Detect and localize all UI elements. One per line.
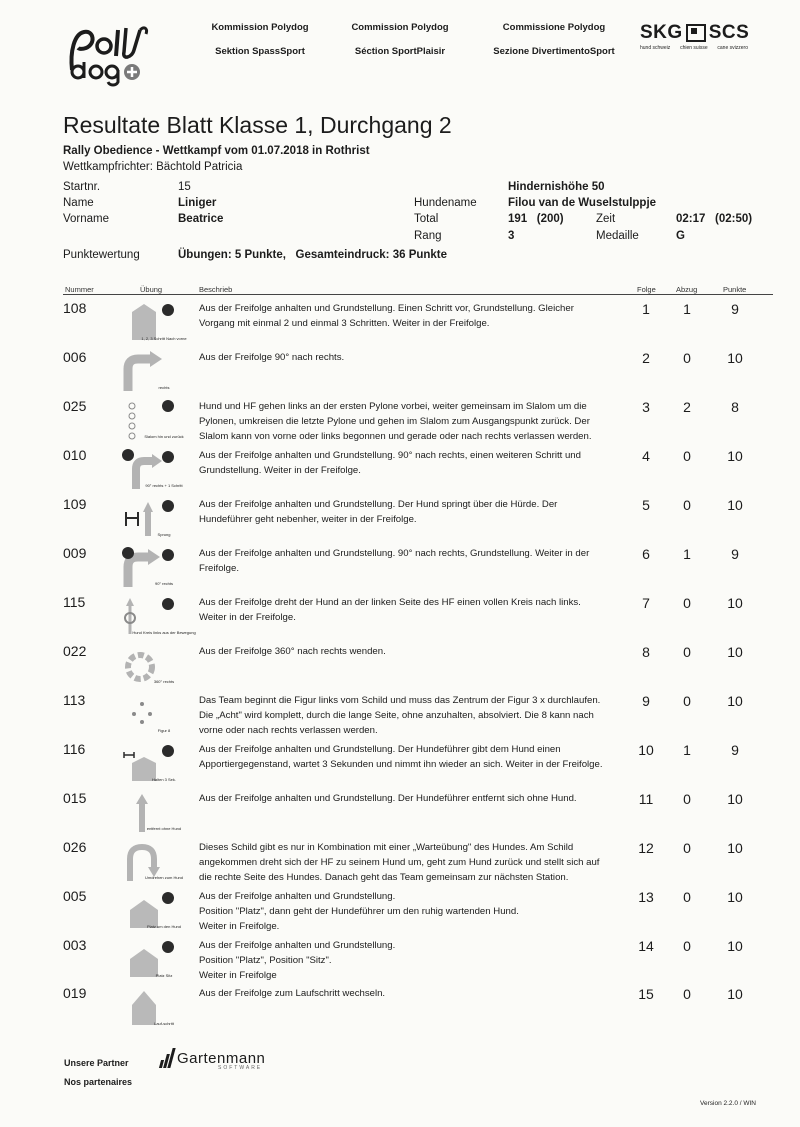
col-header-beschrieb: Beschrieb: [199, 285, 233, 294]
u-turn-to-dog-icon: [118, 839, 182, 885]
exercise-number: 003: [63, 937, 87, 953]
gartenmann-logo: Gartenmann: [160, 1048, 265, 1068]
exercise-description: Dieses Schild gibt es nur in Kombination mit einer „Warteübung" des Hundes. Am Schild angekommen dreht sich der HF zu seinem Hund um, geht zum Hund zurück und stellt sich auf die rechte Seite des Hundes. Danach geht das Team gemeinsam zur nächsten Station.: [199, 842, 600, 883]
exercise-description: Aus der Freifolge anhalten und Grundstellung. Position "Platz", dann geht der Hundeführer um den ruhig wartenden Hund. Weiter in Freifolge.: [199, 891, 519, 932]
exercise-number: 026: [63, 839, 87, 855]
folge-value: 11: [638, 791, 654, 807]
punkte-value: 10: [727, 889, 743, 905]
punkte-value: 9: [731, 742, 739, 758]
icon-caption: Platz Sitz: [155, 973, 173, 978]
arrow-turn-right-icon: [118, 349, 182, 395]
judge: Wettkampfrichter: Bächtold Patricia: [63, 161, 243, 173]
icon-caption: Figur 8: [157, 728, 171, 733]
exercise-number: 113: [63, 692, 86, 708]
punkte-value: 10: [727, 938, 743, 954]
header-fr: Commission Polydog Séction SportPlaisir: [351, 22, 449, 57]
icon-caption: 1, 2, 3 Schritt Nach vorne: [141, 336, 187, 341]
punktewertung-label: Punktewertung: [63, 249, 140, 261]
abzug-value: 0: [683, 938, 691, 954]
exercise-description: Hund und HF gehen links an der ersten Pylone vorbei, weiter gemeinsam im Slalom um die Pylonen, umkreisen die letzte Pylone und gehen im Slalom zum Ausgangspunkt zurück. Der Slalom kann von vorne oder links begonnen und gerade oder nach rechts verlassen werden.: [199, 401, 592, 442]
folge-value: 6: [642, 546, 650, 562]
run-arrow-icon: [118, 985, 182, 1031]
icon-caption: Hund Kreis links aus der Bewegung: [132, 630, 196, 635]
abzug-value: 0: [683, 644, 691, 660]
header-divider: [63, 294, 773, 295]
punkte-value: 10: [727, 448, 743, 464]
slalom-pylons-icon: [118, 398, 182, 444]
exercise-description: Aus der Freifolge anhalten und Grundstellung. Position "Platz", Position "Sitz". Weiter in Freifolge: [199, 940, 396, 981]
abzug-value: 0: [683, 350, 691, 366]
skg-house-icon: [686, 24, 706, 42]
punkte-value: 10: [727, 693, 743, 709]
version: Version 2.2.0 / WIN: [700, 1100, 756, 1107]
punkte-value: 10: [727, 986, 743, 1002]
abzug-value: 0: [683, 791, 691, 807]
abzug-value: 0: [683, 595, 691, 611]
competition-subtitle: Rally Obedience - Wettkampf vom 01.07.2018 in Rothrist: [63, 145, 370, 157]
exercise-description: Das Team beginnt die Figur links vom Schild und muss das Zentrum der Figur 3 x durchlaufen. Die „Acht" wird komplett, durch die lange Seite, ohne anzuhalten, absolviert. Die 8 kann nach vorne oder nach rechts verlassen werden.: [199, 695, 601, 736]
folge-value: 15: [638, 986, 654, 1002]
startnr-value: 15: [178, 181, 191, 193]
exercise-description: Aus der Freifolge anhalten und Grundstellung. Der Hundeführer gibt dem Hund einen Apportiergegenstand, wartet 3 Sekunden und nimmt ihn wieder an sich. Weiter in der Freifolge.: [199, 744, 603, 770]
punkte-value: 10: [727, 791, 743, 807]
rang-label: Rang: [414, 230, 442, 242]
abzug-value: 2: [683, 399, 691, 415]
icon-caption: Sprung: [157, 532, 171, 537]
medaille-label: Medaille: [596, 230, 639, 242]
exercise-number: 005: [63, 888, 87, 904]
col-header-nummer: Nummer: [65, 285, 94, 294]
abzug-value: 0: [683, 448, 691, 464]
medaille-value: G: [676, 230, 685, 242]
gartenmann-bars-icon: [160, 1048, 173, 1068]
sign-1-2-3-steps-icon: [118, 300, 187, 346]
exercise-description: Aus der Freifolge anhalten und Grundstellung. 90° nach rechts, einen weiteren Schritt und Grundstellung. Weiter in der Freifolge.: [199, 450, 581, 476]
folge-value: 12: [638, 840, 654, 856]
figure-eight-icon: [118, 692, 182, 738]
down-walk-around-icon: [118, 888, 182, 934]
hurdle-jump-icon: [118, 496, 182, 542]
partner-label-fr: Nos partenaires: [64, 1077, 133, 1087]
exercise-number: 010: [63, 447, 87, 463]
exercise-description: Aus der Freifolge 90° nach rechts.: [199, 352, 345, 363]
folge-value: 13: [638, 889, 654, 905]
folge-value: 2: [642, 350, 650, 366]
exercise-number: 015: [63, 790, 87, 806]
folge-value: 8: [642, 644, 650, 660]
circle-360-right-icon: [118, 643, 182, 689]
exercise-number: 025: [63, 398, 87, 414]
exercise-description: Aus der Freifolge zum Laufschritt wechseln.: [199, 988, 386, 999]
zeit-label: Zeit: [596, 213, 616, 225]
name-value: Liniger: [178, 197, 217, 209]
folge-value: 5: [642, 497, 650, 513]
zeit-value: 02:17 (02:50): [676, 213, 753, 225]
name-label: Name: [63, 197, 94, 209]
hold-object-icon: [118, 741, 182, 787]
gartenmann-sub: SOFTWARE: [218, 1065, 263, 1071]
abzug-value: 0: [683, 497, 691, 513]
abzug-value: 1: [683, 301, 691, 317]
exercise-description: Aus der Freifolge 360° nach rechts wenden.: [199, 646, 386, 657]
exercise-number: 009: [63, 545, 87, 561]
col-header-folge: Folge: [637, 285, 656, 294]
folge-value: 3: [642, 399, 650, 415]
exercise-number: 115: [63, 594, 86, 610]
col-header-uebung: Übung: [140, 285, 163, 294]
exercise-number: 022: [63, 643, 87, 659]
exercise-number: 109: [63, 496, 87, 512]
folge-value: 1: [642, 301, 650, 317]
folge-value: 7: [642, 595, 650, 611]
folge-value: 9: [642, 693, 650, 709]
exercise-number: 116: [63, 741, 86, 757]
punkte-value: 9: [731, 301, 739, 317]
vorname-label: Vorname: [63, 213, 110, 225]
icon-caption: 90° rechts: [154, 581, 174, 586]
abzug-value: 0: [683, 889, 691, 905]
total-label: Total: [414, 213, 439, 225]
punktewertung-value: Übungen: 5 Punkte, Gesamteindruck: 36 Punkte: [178, 249, 448, 261]
punkte-value: 10: [727, 350, 743, 366]
icon-caption: Platz um den Hund: [146, 924, 182, 929]
hindernis-height: Hindernishöhe 50: [508, 181, 605, 193]
abzug-value: 0: [683, 693, 691, 709]
punkte-value: 10: [727, 840, 743, 856]
exercise-description: Aus der Freifolge anhalten und Grundstellung. 90° nach rechts, Grundstellung. Weiter in der Freifolge.: [199, 548, 590, 574]
exercise-description: Aus der Freifolge anhalten und Grundstellung. Einen Schritt vor, Grundstellung. Gleicher Vorgang mit einmal 2 und einmal 3 Schritten. Weiter in der Freifolge.: [199, 303, 574, 329]
down-sit-icon: [118, 937, 182, 983]
punkte-value: 10: [727, 644, 743, 660]
icon-caption: 360° rechts: [153, 679, 175, 684]
punkte-value: 9: [731, 546, 739, 562]
exercise-number: 108: [63, 300, 87, 316]
icon-caption: Lauf-schritt: [154, 1021, 174, 1026]
leave-without-dog-icon: [118, 790, 182, 836]
startnr-label: Startnr.: [63, 181, 101, 193]
punkte-value: 8: [731, 399, 739, 415]
icon-caption: entfernt ohne Hund: [146, 826, 182, 831]
header-it: Commissione Polydog Sezione DivertimentoSport: [493, 22, 615, 57]
abzug-value: 1: [683, 546, 691, 562]
exercise-number: 006: [63, 349, 87, 365]
page-title: Resultate Blatt Klasse 1, Durchgang 2: [63, 112, 452, 138]
halt-turn-right-step-icon: [118, 447, 182, 493]
punkte-value: 10: [727, 497, 743, 513]
exercise-description: Aus der Freifolge dreht der Hund an der linken Seite des HF einen vollen Kreis nach links. Weiter in der Freifolge.: [199, 597, 581, 623]
folge-value: 14: [638, 938, 654, 954]
exercise-number: 019: [63, 985, 87, 1001]
folge-value: 4: [642, 448, 650, 464]
skg-logo: SKG SCS hund schweiz chien suisse cane svizzero: [640, 22, 750, 51]
icon-caption: 90° rechts + 1 Schritt: [145, 483, 183, 488]
abzug-value: 0: [683, 840, 691, 856]
abzug-value: 0: [683, 986, 691, 1002]
col-header-punkte: Punkte: [723, 285, 747, 294]
col-header-abzug: Abzug: [676, 285, 698, 294]
punkte-value: 10: [727, 595, 743, 611]
header-de: Kommission Polydog Sektion SpassSport: [211, 22, 309, 57]
polydog-logo: [62, 22, 152, 88]
folge-value: 10: [638, 742, 654, 758]
exercise-description: Aus der Freifolge anhalten und Grundstellung. Der Hund springt über die Hürde. Der Hundeführer geht nebenher, weiter in der Freifolge.: [199, 499, 558, 525]
vorname-value: Beatrice: [178, 213, 224, 225]
total-value: 191 (200): [508, 213, 564, 225]
icon-caption: Halten 3 Sek.: [151, 777, 177, 782]
dog-circle-left-icon: [118, 594, 196, 640]
partner-label-de: Unsere Partner: [64, 1058, 129, 1068]
abzug-value: 1: [683, 742, 691, 758]
hundename-value: Filou van de Wuselstulppje: [508, 197, 657, 209]
halt-turn-right-icon: [118, 545, 182, 591]
hundename-label: Hundename: [414, 197, 477, 209]
icon-caption: Slalom hin und zurück: [144, 434, 184, 439]
icon-caption: Umdrehen zum Hund: [144, 875, 184, 880]
icon-caption: rechts: [158, 385, 170, 390]
exercise-description: Aus der Freifolge anhalten und Grundstellung. Der Hundeführer entfernt sich ohne Hund.: [199, 793, 577, 804]
rang-value: 3: [508, 230, 515, 242]
